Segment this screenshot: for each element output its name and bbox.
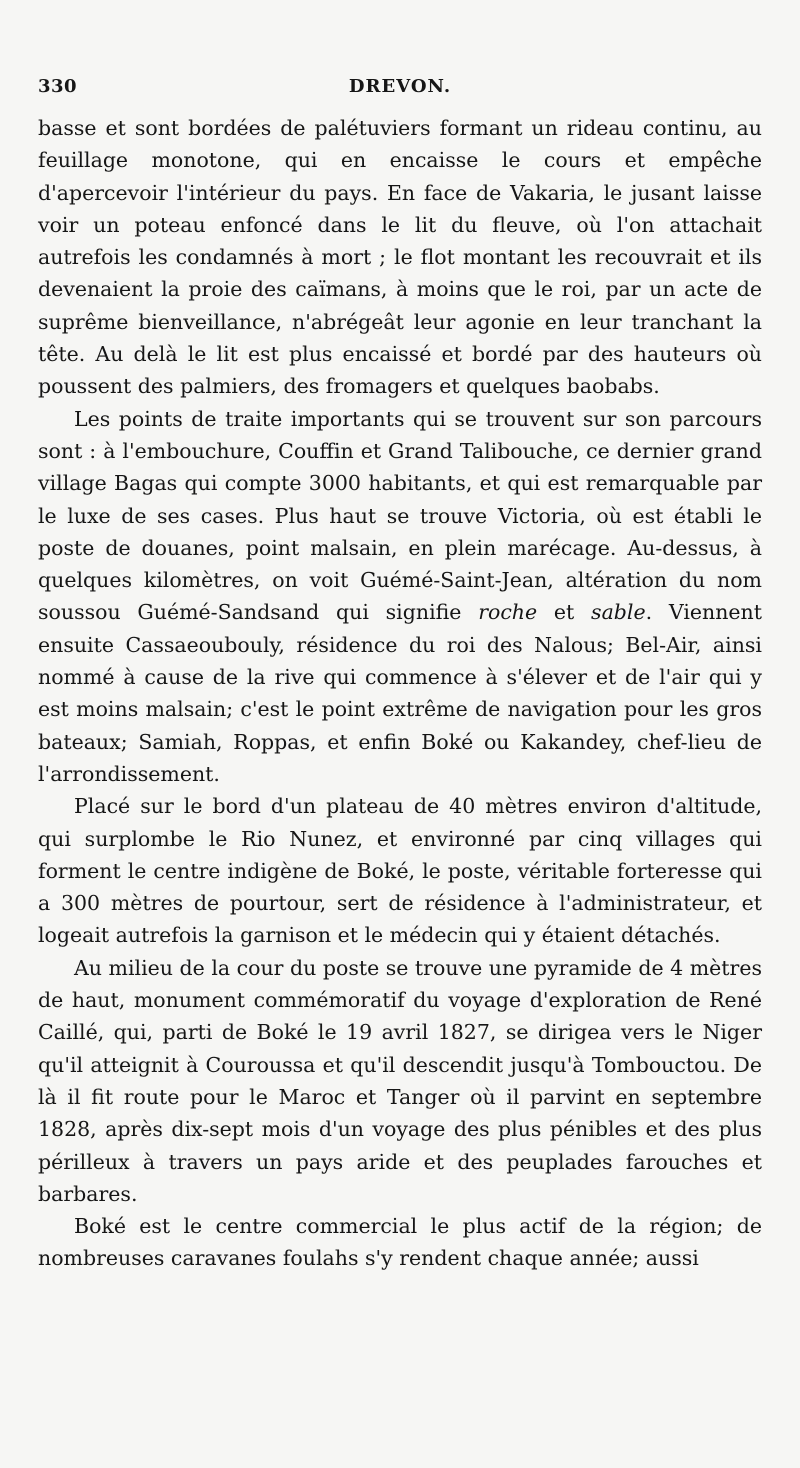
paragraph-2-text-c: . Viennent ensuite Cassaeoubouly, résidence du roi des Nalous; Bel-Air, ainsi nommé à cause de la rive qui commence à s'élever et de l'air qui y est moins malsain; c'est le point extrême de navigation pour les gros bateaux; Samiah, Roppas, et enfin Boké ou Kakandey, chef-lieu de l'arrondissement. (38, 600, 762, 786)
paragraph-3: Placé sur le bord d'un plateau de 40 mètres environ d'altitude, qui surplombe le Rio Nunez, et environné par cinq villages qui forment le centre indigène de Boké, le poste, véritable forteresse qui a 300 mètres de pourtour, sert de résidence à l'administrateur, et logeait autrefois la garnison et le médecin qui y étaient détachés. (38, 794, 762, 948)
paragraph-2-text-a: Les points de traite importants qui se trouvent sur son parcours sont : à l'embouchure, Couffin et Grand Talibouche, ce dernier grand village Bagas qui compte 3000 habitants, et qui est remarquable par le luxe de ses cases. Plus haut se trouve Victoria, où est établi le poste de douanes, point malsain, en plein marécage. Au-dessus, à quelques kilomètres, on voit Guémé-Saint-Jean, altération du nom soussou Guémé-Sandsand qui signifie (38, 406, 762, 625)
paragraph-1: basse et sont bordées de palétuviers formant un rideau continu, au feuillage monotone, qui en encaisse le cours et empêche d'apercevoir l'intérieur du pays. En face de Vakaria, le jusant laisse voir un poteau enfoncé dans le lit du fleuve, où l'on attachait autrefois les condamnés à mort ; le flot montant les recouvrait et ils devenaient la proie des caïmans, à moins que le roi, par un acte de suprême bienveillance, n'abrégeât leur agonie en leur tranchant la tête. Au delà le lit est plus encaissé et bordé par des hauteurs où poussent des palmiers, des fromagers et quelques baobabs. (38, 116, 762, 399)
page-body (38, 112, 762, 1275)
paragraph-2 (38, 403, 762, 791)
paragraph-4: Au milieu de la cour du poste se trouve une pyramide de 4 mètres de haut, monument commémoratif du voyage d'exploration de René Caillé, qui, parti de Boké le 19 avril 1827, se dirigea vers le Niger qu'il atteignit à Couroussa et qu'il descendit jusqu'à Tombouctou. De là il fit route pour le Maroc et Tanger où il parvint en septembre 1828, après dix-sept mois d'un voyage des plus pénibles et des plus périlleux à travers un pays aride et des peuplades farouches et barbares. (38, 955, 762, 1206)
paragraph-2-text-b: et (537, 600, 592, 625)
italic-word-roche: roche (478, 600, 538, 625)
running-title: DREVON. (348, 76, 452, 97)
page-header (38, 76, 762, 102)
paragraph-5: Boké est le centre commercial le plus actif de la région; de nombreuses caravanes foulahs s'y rendent chaque année; aussi (38, 1214, 762, 1271)
page-number: 330 (38, 76, 78, 97)
italic-word-sable: sable (591, 600, 646, 625)
